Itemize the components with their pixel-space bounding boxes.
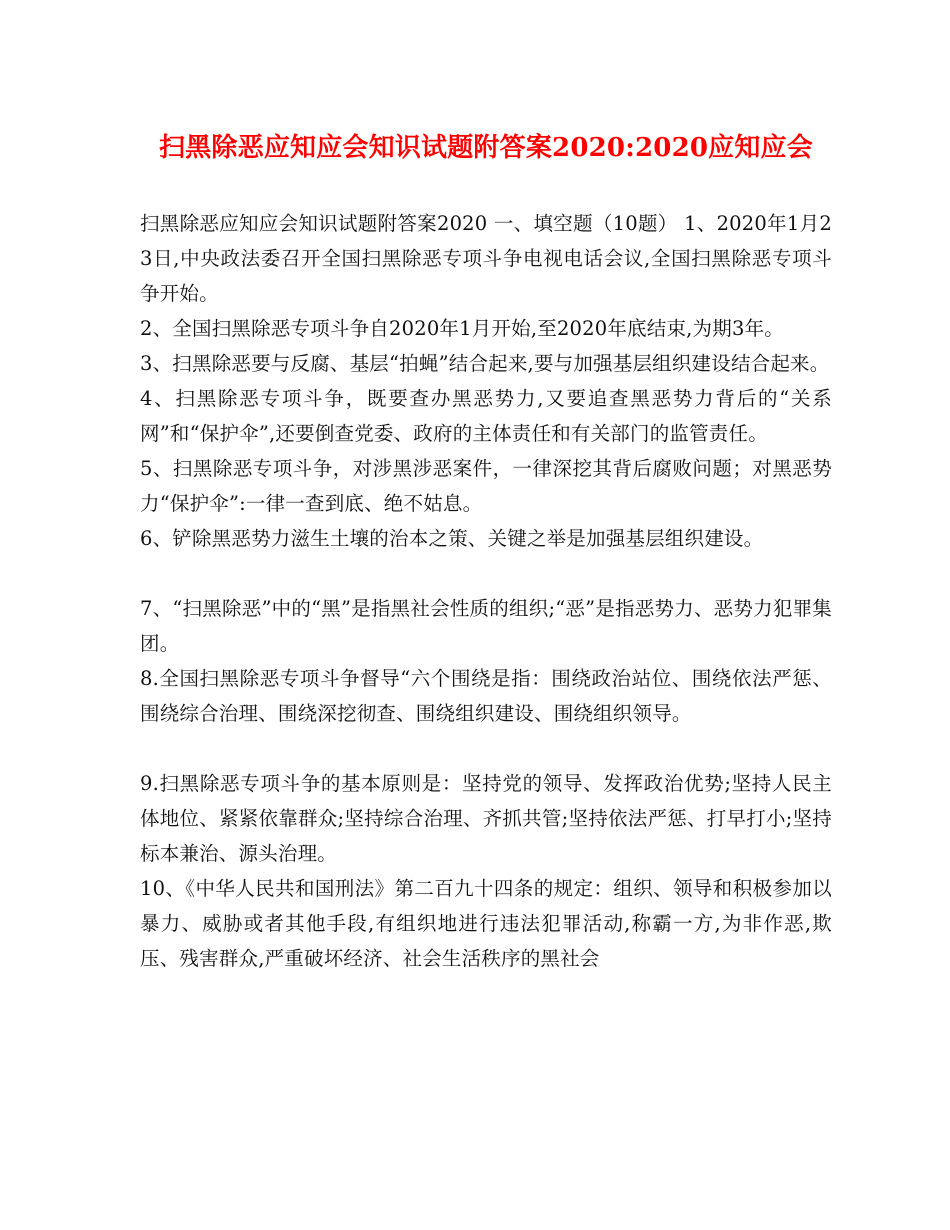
paragraph-4: 4、扫黑除恶专项斗争，既要查办黑恶势力,又要追查黑恶势力背后的“关系网”和“保护伞”,还要倒查党委、政府的主体责任和有关部门的监管责任。 (140, 387, 832, 445)
document-body (140, 206, 832, 976)
paragraph-10: 10、《中华人民共和国刑法》第二百九十四条的规定：组织、领导和积极参加以暴力、威胁或者其他手段,有组织地进行违法犯罪活动,称霸一方,为非作恶,欺压、残害群众,严重破坏经济、社会生活秩序的黑社会 (140, 877, 832, 970)
document-title: 扫黑除恶应知应会知识试题附答案2020:2020应知应会 (159, 133, 813, 163)
paragraph-5: 5、扫黑除恶专项斗争，对涉黑涉恶案件，一律深挖其背后腐败问题；对黑恶势力“保护伞”:一律一查到底、绝不姑息。 (140, 457, 832, 515)
paragraph-6: 6、铲除黑恶势力滋生土壤的治本之策、关键之举是加强基层组织建设。 (140, 527, 764, 550)
paragraph-9: 9.扫黑除恶专项斗争的基本原则是：坚持党的领导、发挥政治优势;坚持人民主体地位、紧紧依靠群众;坚持综合治理、齐抓共管;坚持依法严惩、打早打小;坚持标本兼治、源头治理。 (140, 772, 832, 865)
paragraph-1: 扫黑除恶应知应会知识试题附答案2020 一、填空题（10题） 1、2020年1月23日,中央政法委召开全国扫黑除恶专项斗争电视电话会议,全国扫黑除恶专项斗争开始。 (140, 212, 832, 305)
paragraph-7: 7、“扫黑除恶”中的“黑”是指黑社会性质的组织;“恶”是指恶势力、恶势力犯罪集团。 (140, 597, 832, 655)
paragraph-2: 2、全国扫黑除恶专项斗争自2020年1月开始,至2020年底结束,为期3年。 (140, 317, 784, 340)
paragraph-3: 3、扫黑除恶要与反腐、基层“拍蝇”结合起来,要与加强基层组织建设结合起来。 (140, 352, 830, 375)
paragraph-8: 8.全国扫黑除恶专项斗争督导“六个围绕是指：围绕政治站位、围绕依法严惩、围绕综合治理、围绕深挖彻查、围绕组织建设、围绕组织领导。 (140, 667, 832, 725)
